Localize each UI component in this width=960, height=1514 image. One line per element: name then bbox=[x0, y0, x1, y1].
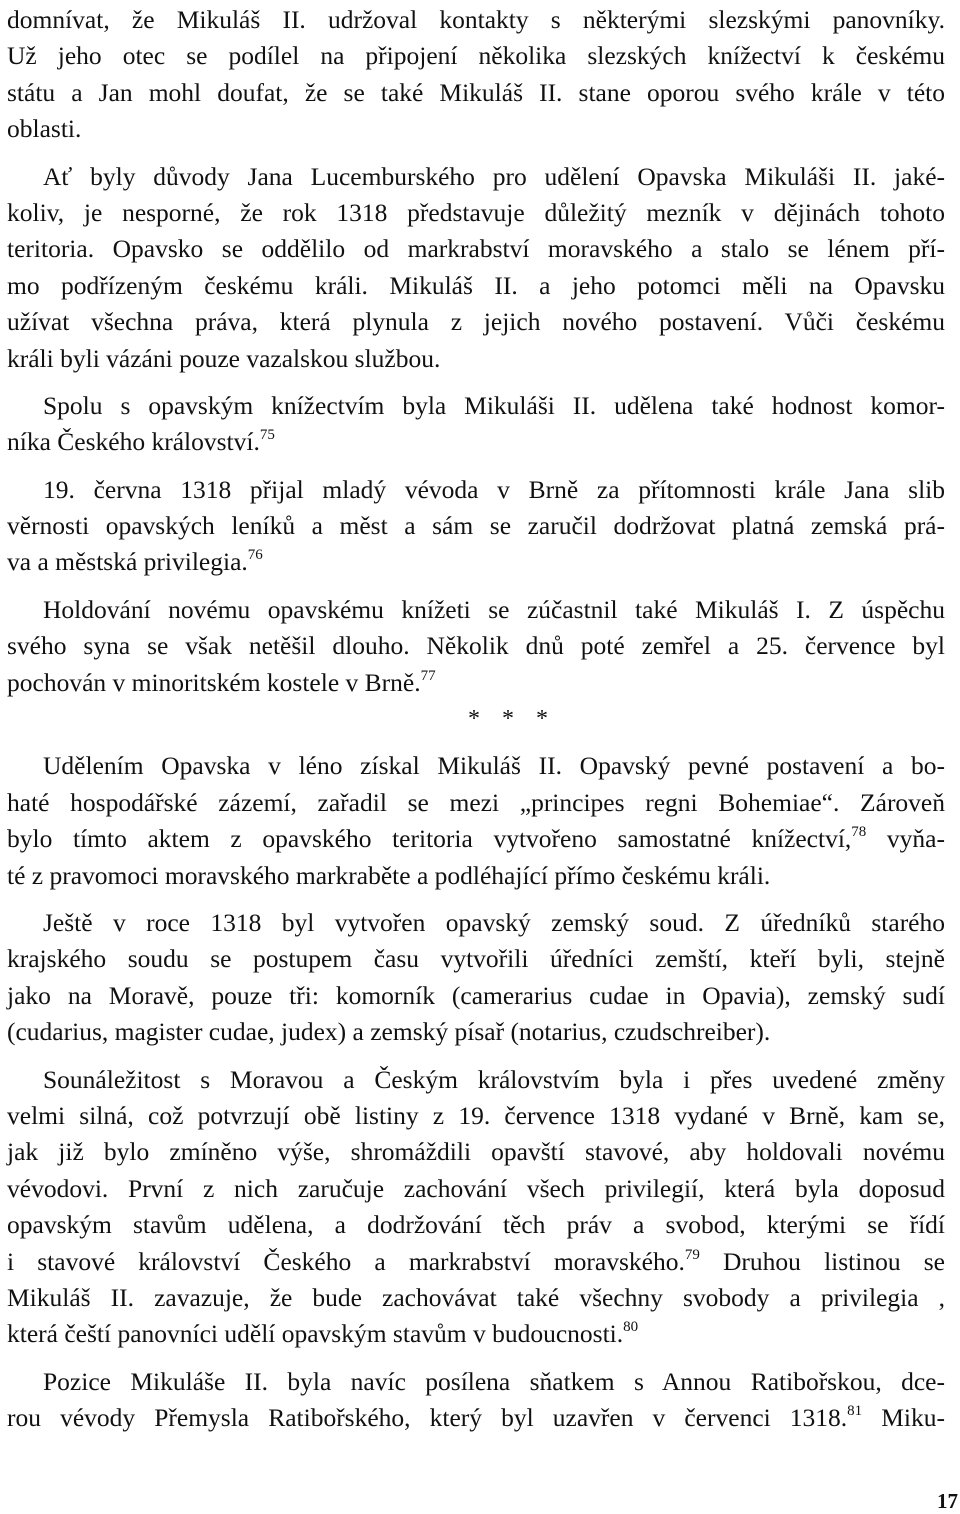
text-line: mo podřízeným českému králi. Mikuláš II. a jeho potomci měli na Opavsku bbox=[7, 270, 945, 300]
footnote-ref-81: 81 bbox=[847, 1403, 863, 1420]
text-fragment: Miku- bbox=[862, 1403, 945, 1433]
text-line: Sounáležitost s Moravou a Českým královstvím byla i přes uvedené změny bbox=[43, 1064, 945, 1094]
text-line: Mikuláš II. zavazuje, že bude zachovávat také všechny svobody a privilegia , bbox=[7, 1282, 945, 1312]
text-line: (cudarius, magister cudae, judex) a zemský písař (notarius, czudschreiber). bbox=[7, 1017, 771, 1047]
text-fragment: i stavové království Českého a markrabství moravského. bbox=[7, 1246, 685, 1276]
text-line: Pozice Mikuláše II. byla navíc posílena sňatkem s Annou Ratibořskou, dce- bbox=[43, 1366, 945, 1396]
text-fragment: vyňa- bbox=[866, 824, 945, 854]
text-line: věrnosti opavských leníků a měst a sám se zaručil dodržovat platná zemská prá- bbox=[7, 511, 945, 541]
paragraph-8 bbox=[7, 1062, 945, 1353]
text-fragment: níka Českého království. bbox=[7, 427, 260, 457]
text-line: Holdování novému opavskému knížeti se zúčastnil také Mikuláš I. Z úspěchu bbox=[43, 594, 945, 624]
text-line: Ať byly důvody Jana Lucemburského pro udělení Opavska Mikuláši II. jaké- bbox=[43, 161, 945, 191]
footnote-ref-75: 75 bbox=[259, 427, 275, 444]
footnote-ref-78: 78 bbox=[851, 824, 867, 841]
text-fragment: va a městská privilegia. bbox=[7, 547, 248, 577]
text-line: jako na Moravě, pouze tři: komorník (camerarius cudae in Opavia), zemský sudí bbox=[7, 980, 945, 1010]
text-line: jak již bylo zmíněno výše, shromáždili opavští stavové, aby holdovali novému bbox=[7, 1137, 945, 1167]
paragraph-4 bbox=[7, 472, 945, 581]
text-line: užívat všechna práva, která plynula z jejich nového postavení. Vůči českému bbox=[7, 307, 945, 337]
text-fragment: rou vévody Přemysla Ratibořského, který byl uzavřen v červenci 1318. bbox=[7, 1403, 848, 1433]
text-line: koliv, je nesporné, že rok 1318 představuje důležitý mezník v dějinách tohoto bbox=[7, 197, 945, 227]
text-line: Spolu s opavským knížectvím byla Mikuláši II. udělena také hodnost komor- bbox=[43, 390, 945, 420]
text-line: krajského soudu se postupem času vytvořili úředníci zemští, kteří byli, stejně bbox=[7, 944, 945, 974]
footnote-ref-79: 79 bbox=[684, 1246, 700, 1263]
text-line bbox=[7, 1316, 945, 1352]
text-line: té z pravomoci moravského markraběte a podléhající přímo českému králi. bbox=[7, 860, 771, 890]
page-number: 17 bbox=[937, 1489, 958, 1513]
text-line: vévodovi. První z nich zaručuje zachování všech privilegií, která byla doposud bbox=[7, 1173, 945, 1203]
text-line: velmi silná, což potvrzují obě listiny z 19. července 1318 vydané v Brně, kam se, bbox=[7, 1100, 945, 1130]
paragraph-6 bbox=[7, 748, 945, 894]
text-line: Už jeho otec se podílel na připojení několika slezských knížectví k českému bbox=[7, 41, 945, 71]
text-line bbox=[7, 1400, 945, 1436]
text-line: oblasti. bbox=[7, 114, 82, 144]
text-line: haté hospodářské zázemí, zařadil se mezi „principes regni Bohemiae“. Zároveň bbox=[7, 787, 945, 817]
paragraph-7 bbox=[7, 905, 945, 1051]
text-line: králi byli vázáni pouze vazalskou službou. bbox=[7, 343, 441, 373]
footnote-ref-77: 77 bbox=[420, 667, 436, 684]
text-line bbox=[7, 821, 945, 857]
text-line bbox=[7, 424, 945, 460]
text-fragment: která čeští panovníci udělí opavským stavům v budoucnosti. bbox=[7, 1319, 624, 1349]
paragraph-2 bbox=[7, 159, 945, 377]
text-line bbox=[7, 1244, 945, 1280]
text-line: opavským stavům udělena, a dodržování těch práv a svobod, kterými se řídí bbox=[7, 1210, 945, 1240]
text-line bbox=[7, 544, 945, 580]
section-separator: * * * bbox=[468, 706, 556, 733]
text-line: 19. června 1318 přijal mladý vévoda v Brně za přítomnosti krále Jana slib bbox=[43, 474, 945, 504]
text-line: Ještě v roce 1318 byl vytvořen opavský zemský soud. Z úředníků starého bbox=[43, 907, 945, 937]
text-line: Udělením Opavska v léno získal Mikuláš II. Opavský pevné postavení a bo- bbox=[43, 751, 945, 781]
paragraph-3 bbox=[7, 388, 945, 461]
paragraph-5 bbox=[7, 592, 945, 701]
paragraph-9 bbox=[7, 1364, 945, 1437]
paragraph-1 bbox=[7, 2, 945, 148]
footnote-ref-76: 76 bbox=[247, 547, 263, 564]
footnote-ref-80: 80 bbox=[623, 1319, 639, 1336]
text-line: teritoria. Opavsko se oddělilo od markrabství moravského a stalo se lénem pří- bbox=[7, 234, 945, 264]
text-line bbox=[7, 665, 945, 701]
text-line: státu a Jan mohl doufat, že se také Mikuláš II. stane oporou svého krále v této bbox=[7, 77, 945, 107]
text-fragment: pochován v minoritském kostele v Brně. bbox=[7, 667, 421, 697]
text-fragment: Druhou listinou se bbox=[699, 1246, 945, 1276]
body-text bbox=[7, 2, 945, 1436]
text-line: svého syna se však netěšil dlouho. Několik dnů poté zemřel a 25. července byl bbox=[7, 631, 945, 661]
text-fragment: bylo tímto aktem z opavského teritoria vytvořeno samostatné knížectví, bbox=[7, 824, 852, 854]
text-line: domnívat, že Mikuláš II. udržoval kontakty s některými slezskými panovníky. bbox=[7, 5, 945, 34]
